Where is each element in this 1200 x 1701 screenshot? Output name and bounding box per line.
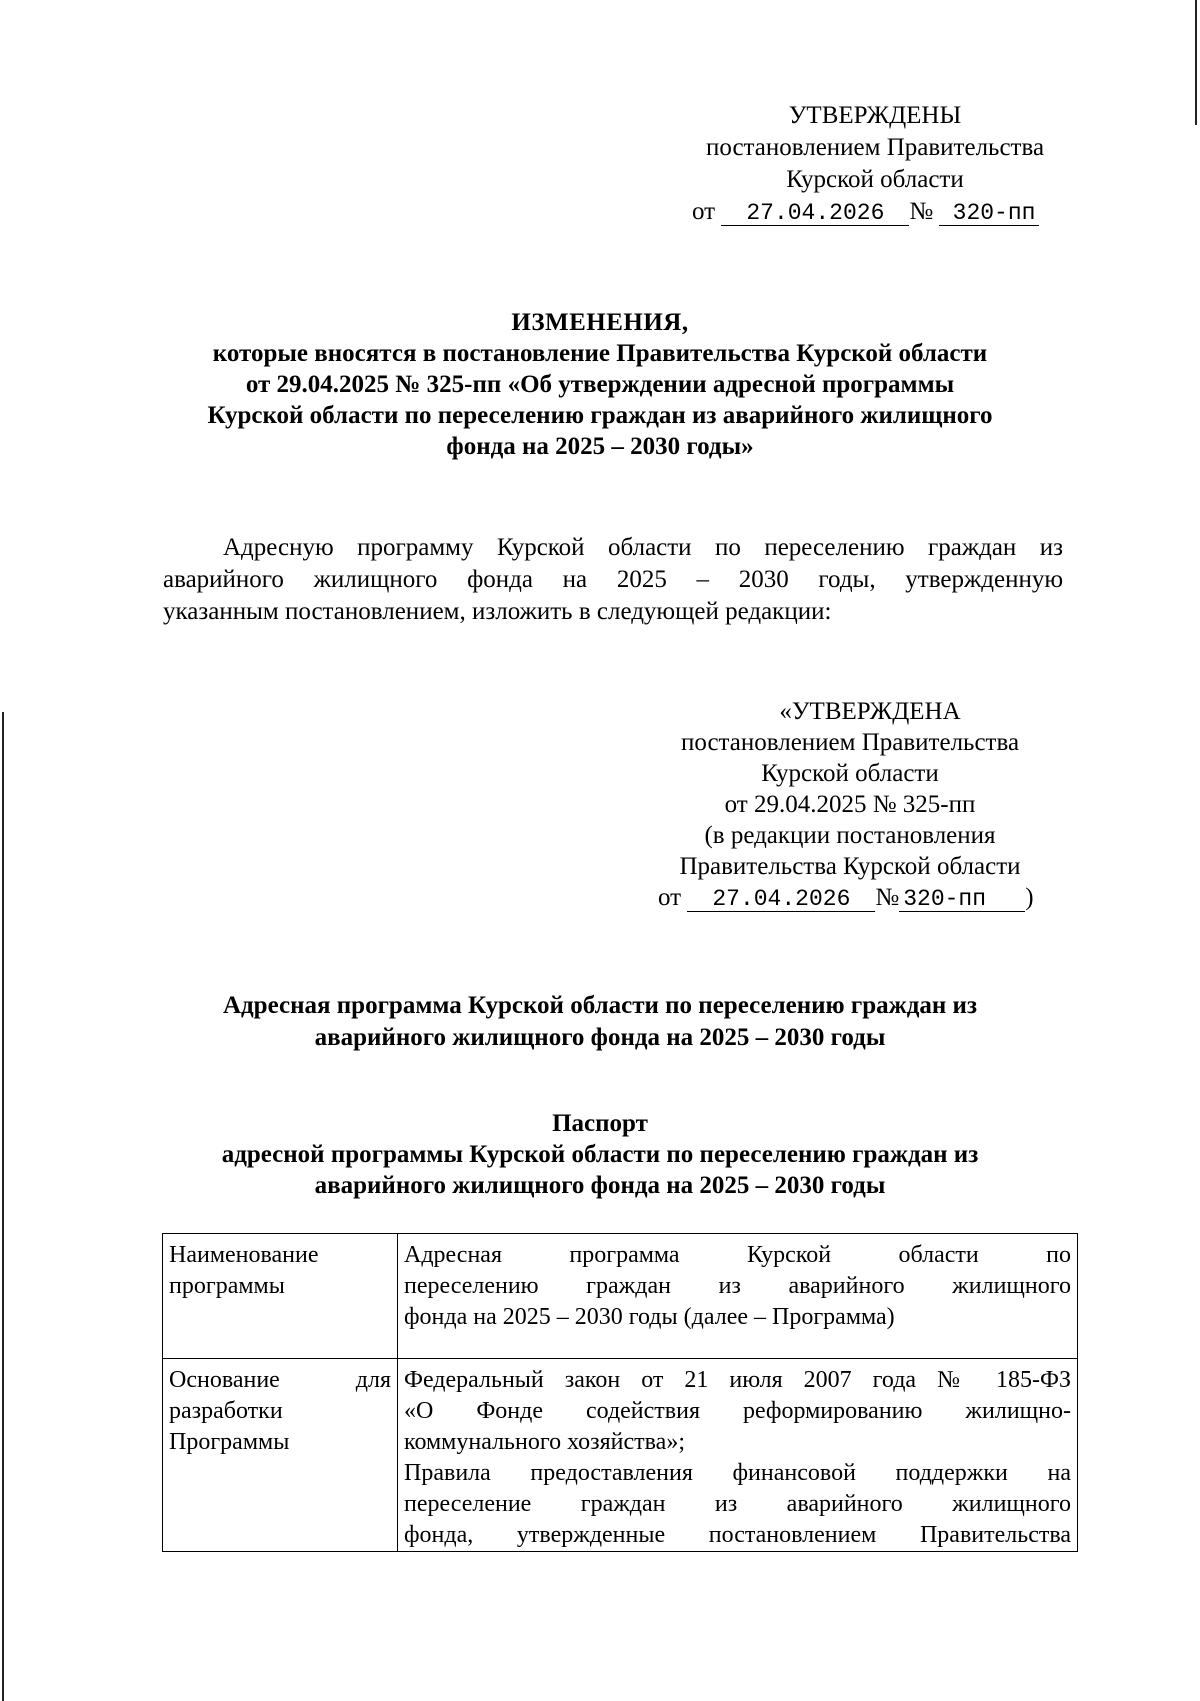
program-title-line-2: аварийного жилищного фонда на 2025 – 2030 годы — [314, 1024, 886, 1051]
table-row — [163, 1359, 1078, 1552]
approval-date-line — [640, 196, 1090, 228]
passport-label-line: разработки — [169, 1398, 283, 1424]
passport-value-cell — [398, 1234, 1078, 1359]
scan-edge-right — [1195, 0, 1197, 125]
passport-title-line-3: аварийного жилищного фонда на 2025 – 2030 годы — [314, 1172, 886, 1199]
approval-line-1: постановлением Правительства — [705, 134, 1045, 161]
passport-title-line-1: Паспорт — [552, 1110, 648, 1137]
approval2-number-sign: № — [875, 884, 900, 911]
passport-value-line: коммунального хозяйства»; — [404, 1429, 686, 1455]
passport-title-line-2: адресной программы Курской области по переселению граждан из — [221, 1141, 979, 1168]
changes-title: ИЗМЕНЕНИЯ, — [511, 309, 689, 336]
approval2-number: 320-пп — [899, 887, 1025, 912]
passport-value-line: «О Фонде содействия реформированию жилищно- — [404, 1398, 1071, 1424]
approval-number: 320-пп — [939, 201, 1039, 226]
approval2-date-line — [640, 882, 1060, 913]
approval-block — [640, 100, 1090, 228]
program-title — [150, 990, 1050, 1054]
approval-date-prefix: от — [692, 198, 716, 225]
passport-value-cell — [398, 1359, 1078, 1552]
passport-value-line: Федеральный закон от 21 июля 2007 года № 185-ФЗ — [404, 1367, 1071, 1393]
passport-value-line: Адресная программа Курской области по — [404, 1242, 1071, 1268]
passport-value-line: фонда на 2025 – 2030 годы (далее – Программа) — [404, 1304, 895, 1330]
approval2-date: 27.04.2026 — [687, 887, 875, 912]
intro-line-1: Адресную программу Курской области по переселению граждан из — [223, 534, 1063, 561]
intro-paragraph — [163, 532, 1063, 628]
program-title-line-1: Адресная программа Курской области по переселению граждан из — [222, 992, 978, 1019]
scan-edge-left — [2, 712, 4, 1701]
passport-label-line: программы — [169, 1273, 285, 1299]
passport-label-cell — [163, 1359, 398, 1552]
table-row — [163, 1234, 1078, 1359]
passport-label-line: Программы — [169, 1429, 290, 1455]
approval-block-2 — [640, 696, 1060, 913]
changes-heading — [150, 307, 1050, 462]
intro-line-3: указанным постановлением, изложить в следующей редакции: — [163, 598, 832, 625]
passport-label-line: Наименование — [169, 1242, 319, 1268]
approval2-close: ) — [1025, 884, 1034, 911]
intro-line-2: аварийного жилищного фонда на 2025 – 2030 годы, утвержденную — [163, 566, 1063, 593]
passport-label-line: Основание для — [169, 1367, 391, 1393]
passport-label-cell — [163, 1234, 398, 1359]
passport-value-line: переселению граждан из аварийного жилищного — [404, 1273, 1071, 1299]
approval2-line-4: (в редакции постановления — [704, 822, 996, 849]
changes-line-1: которые вносятся в постановление Правительства Курской области — [212, 340, 988, 367]
approval-number-sign: № — [909, 198, 934, 225]
passport-title — [150, 1108, 1050, 1201]
passport-value-line: фонда, утвержденные постановлением Правительства — [404, 1522, 1071, 1548]
approval2-heading: «УТВЕРЖДЕНА — [779, 698, 961, 725]
approval-date: 27.04.2026 — [721, 201, 909, 226]
approval-heading: УТВЕРЖДЕНЫ — [788, 102, 962, 129]
approval2-line-1: постановлением Правительства — [680, 729, 1020, 756]
passport-table — [162, 1233, 1078, 1552]
changes-line-3: Курской области по переселению граждан из аварийного жилищного — [207, 402, 993, 429]
passport-value-line: переселение граждан из аварийного жилищного — [404, 1491, 1071, 1517]
approval2-line-5: Правительства Курской области — [679, 853, 1021, 880]
approval-line-2: Курской области — [786, 166, 964, 193]
approval2-line-2: Курской области — [761, 760, 939, 787]
approval2-date-prefix: от — [658, 884, 682, 911]
passport-value-line: Правила предоставления финансовой поддержки на — [404, 1460, 1071, 1486]
approval2-line-3: от 29.04.2025 № 325-пп — [724, 791, 976, 818]
changes-line-2: от 29.04.2025 № 325-пп «Об утверждении адресной программы — [245, 371, 955, 398]
changes-line-4: фонда на 2025 – 2030 годы» — [446, 433, 754, 460]
